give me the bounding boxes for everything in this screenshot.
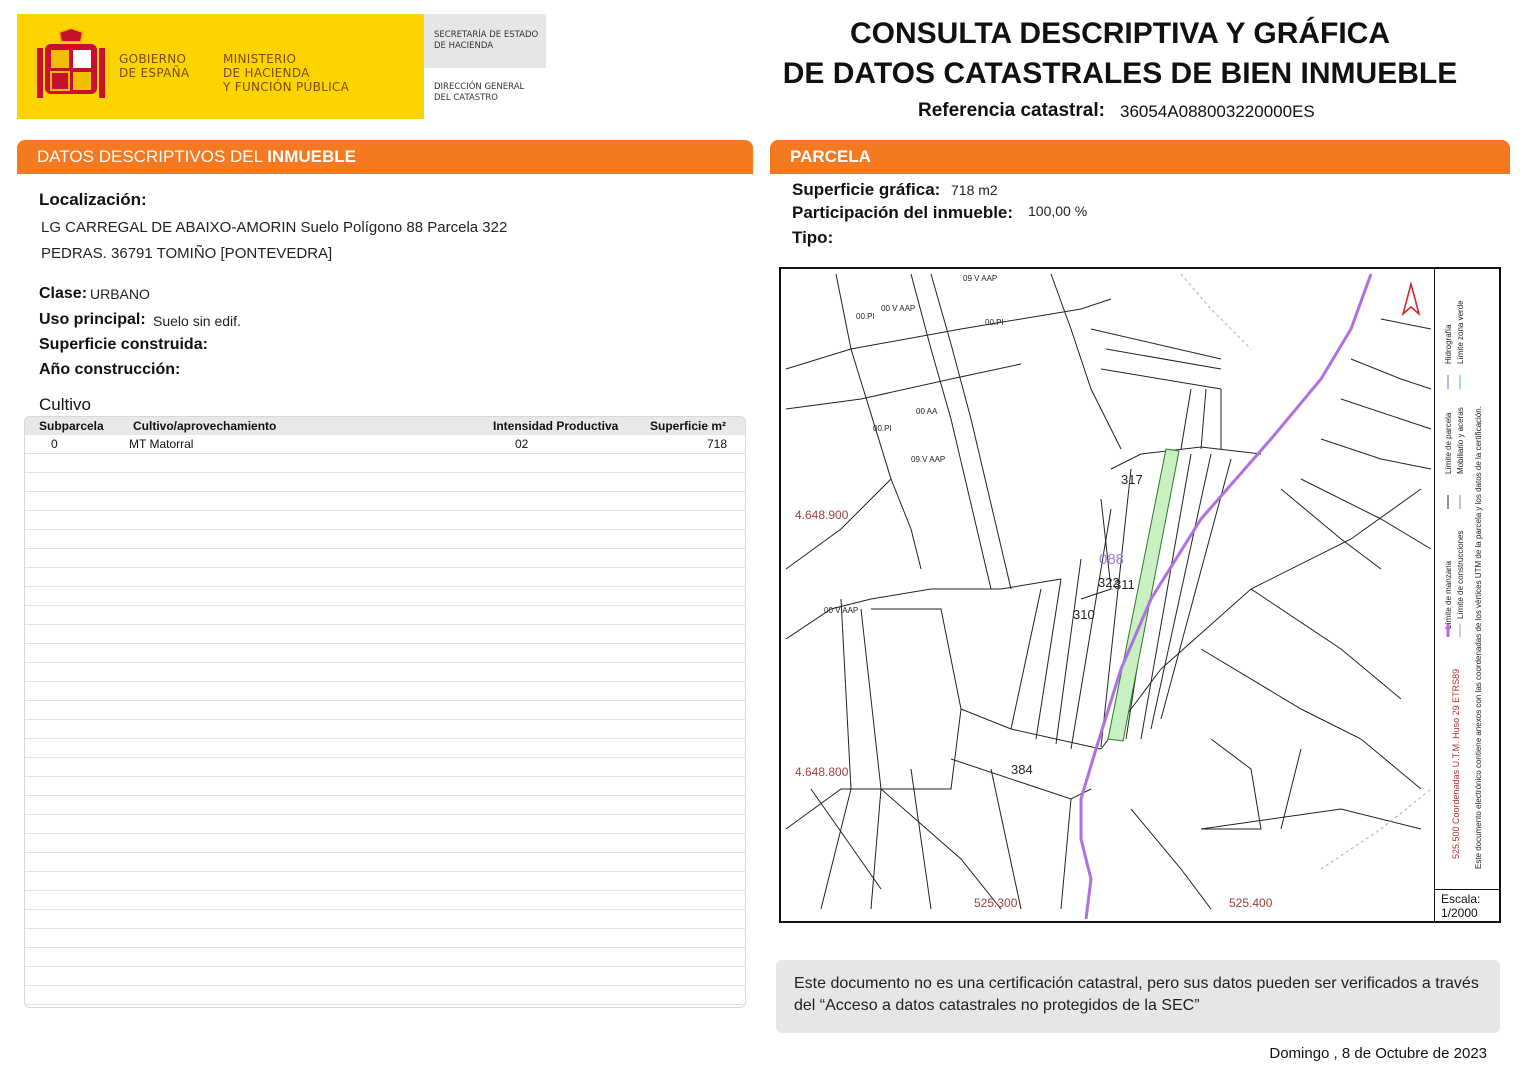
map-label-aap-2: 00 V AAP xyxy=(881,304,916,313)
government-logo xyxy=(17,14,424,119)
empty-table-row xyxy=(25,929,746,948)
empty-table-row xyxy=(25,967,746,986)
section-rule-right xyxy=(770,172,1510,174)
superficie-grafica-label: Superficie gráfica: xyxy=(792,180,941,199)
map-label-311: 311 xyxy=(1114,577,1135,592)
map-label-317: 317 xyxy=(1121,472,1143,487)
map-scale xyxy=(1434,889,1501,923)
clase-value: URBANO xyxy=(90,286,150,302)
empty-table-row xyxy=(25,986,746,1005)
ref-value: 36054A088003220000ES xyxy=(1120,102,1315,121)
empty-table-row xyxy=(25,891,746,910)
gobierno-text: GOBIERNO DE ESPAÑA xyxy=(119,52,190,80)
verification-note: Este documento no es una certificación catastral, pero sus datos pueden ser verificados a través del “Acceso a datos catastrales no protegidos de la SEC” xyxy=(776,960,1500,1033)
empty-table-row xyxy=(25,815,746,834)
section-header-parcela: PARCELA xyxy=(770,140,1510,172)
col-subparcela: Subparcela xyxy=(39,419,104,433)
empty-table-row xyxy=(25,682,746,701)
map-label-322: 322 xyxy=(1098,575,1120,590)
map-legend xyxy=(1434,269,1501,889)
empty-table-row xyxy=(25,663,746,682)
uso-value: Suelo sin edif. xyxy=(153,313,241,329)
empty-table-row xyxy=(25,644,746,663)
empty-table-row xyxy=(25,587,746,606)
cadastral-map[interactable] xyxy=(779,267,1501,923)
empty-table-row xyxy=(25,625,746,644)
legend-limite-parcela: Límite de parcela xyxy=(1444,412,1453,474)
empty-table-row xyxy=(25,701,746,720)
empty-table-row xyxy=(25,568,746,587)
coat-of-arms-icon xyxy=(37,28,105,106)
clase-label: Clase: xyxy=(39,285,88,302)
map-label-384: 384 xyxy=(1011,762,1033,777)
map-label-088: 088 xyxy=(1099,551,1125,568)
tipo-label: Tipo: xyxy=(792,228,834,247)
superficie-grafica-value: 718 m2 xyxy=(951,182,998,198)
legend-limite-construcciones: Límite de construcciones xyxy=(1456,530,1465,619)
scale-value: 1/2000 xyxy=(1441,906,1478,920)
legend-zona-verde: Límite zona verde xyxy=(1456,300,1465,364)
legend-footnote: Este documento electrónico contiene anexos con las coordenadas de los vértices UTM de la parcela y los datos de la certificación. xyxy=(1474,406,1483,869)
map-coord-y1: 4.648.900 xyxy=(795,508,849,522)
empty-table-row xyxy=(25,872,746,891)
highlighted-parcel xyxy=(1108,449,1179,741)
scale-label: Escala: xyxy=(1441,892,1481,906)
empty-table-row xyxy=(25,606,746,625)
col-intensidad: Intensidad Productiva xyxy=(493,419,619,433)
empty-table-row xyxy=(25,910,746,929)
empty-table-row xyxy=(25,948,746,967)
ref-label: Referencia catastral: xyxy=(918,100,1105,121)
map-drawing xyxy=(781,269,1434,921)
section-header-datos xyxy=(17,140,753,172)
table-row xyxy=(25,435,746,454)
empty-table-row xyxy=(25,853,746,872)
map-label-310: 310 xyxy=(1073,607,1095,622)
superficie-construida-label: Superficie construida: xyxy=(39,336,208,353)
cell-cultivo: MT Matorral xyxy=(129,437,194,451)
col-cultivo: Cultivo/aprovechamiento xyxy=(133,419,277,433)
map-label-aap-1: 09 V AAP xyxy=(963,274,998,283)
participacion-value: 100,00 % xyxy=(1028,203,1088,219)
empty-table-row xyxy=(25,796,746,815)
legend-drawing xyxy=(1435,269,1502,889)
map-label-aa: 00 AA xyxy=(916,407,938,416)
title-line-2: DE DATOS CATASTRALES DE BIEN INMUEBLE xyxy=(782,57,1458,90)
empty-table-row xyxy=(25,758,746,777)
map-label-aap-4: 00 V AAP xyxy=(824,606,859,615)
empty-table-row xyxy=(25,739,746,758)
participacion-label: Participación del inmueble: xyxy=(792,203,1014,222)
boundary-line-purple xyxy=(1081,274,1371,919)
document-date: Domingo , 8 de Octubre de 2023 xyxy=(1269,1045,1487,1062)
legend-mobiliario: Mobiliario y aceras xyxy=(1456,407,1465,474)
legend-hidrografia: Hidrografía xyxy=(1444,324,1453,364)
map-label-aap-3: 09.V AAP xyxy=(911,455,946,464)
localizacion-line-2: PEDRAS. 36791 TOMIÑO [PONTEVEDRA] xyxy=(41,245,333,262)
map-label-pi-3: 00.PI xyxy=(873,424,892,433)
ministerio-text: MINISTERIO DE HACIENDA Y FUNCIÓN PÚBLICA xyxy=(223,52,350,94)
legend-limite-manzana: Límite de manzana xyxy=(1444,560,1453,629)
direccion-text: DIRECCIÓN GENERAL DEL CATASTRO xyxy=(434,82,525,103)
localizacion-label: Localización: xyxy=(39,190,147,209)
section-header-datos-normal: DATOS DESCRIPTIVOS DEL xyxy=(37,147,268,166)
secretaria-text: SECRETARÍA DE ESTADO DE HACIENDA xyxy=(434,30,539,51)
legend-coords: 525.500 Coordenadas U.T.M. Huso 29 ETRS89 xyxy=(1451,668,1461,859)
empty-table-row xyxy=(25,720,746,739)
map-coord-y2: 4.648.800 xyxy=(795,765,849,779)
empty-table-row xyxy=(25,454,746,473)
cell-intensidad: 02 xyxy=(515,437,529,451)
empty-table-row xyxy=(25,511,746,530)
map-coord-x2: 525.400 xyxy=(1229,896,1273,910)
empty-table-row xyxy=(25,549,746,568)
empty-table-row xyxy=(25,530,746,549)
cultivo-table xyxy=(24,416,746,1008)
cell-subparcela: 0 xyxy=(51,437,58,451)
section-header-datos-bold: INMUEBLE xyxy=(267,147,356,166)
secretaria-block xyxy=(424,14,546,68)
anio-construccion-label: Año construcción: xyxy=(39,361,181,378)
north-arrow-icon xyxy=(1403,284,1419,314)
uso-label: Uso principal: xyxy=(39,311,146,328)
col-superficie: Superficie m² xyxy=(650,419,727,433)
section-rule-left xyxy=(17,172,753,174)
empty-table-row xyxy=(25,834,746,853)
empty-table-row xyxy=(25,473,746,492)
localizacion-line-1: LG CARREGAL DE ABAIXO-AMORIN Suelo Polígono 88 Parcela 322 xyxy=(41,219,508,236)
map-coord-x1: 525.300 xyxy=(974,896,1018,910)
title-line-1: CONSULTA DESCRIPTIVA Y GRÁFICA xyxy=(849,17,1391,50)
page-title xyxy=(780,14,1460,94)
map-label-pi-1: 00.PI xyxy=(856,312,875,321)
empty-table-row xyxy=(25,492,746,511)
empty-table-row xyxy=(25,777,746,796)
map-label-pi-2: 00.PI xyxy=(985,318,1004,327)
cultivo-label: Cultivo xyxy=(39,395,91,414)
table-header xyxy=(25,417,746,435)
cell-superficie: 718 xyxy=(707,437,728,451)
